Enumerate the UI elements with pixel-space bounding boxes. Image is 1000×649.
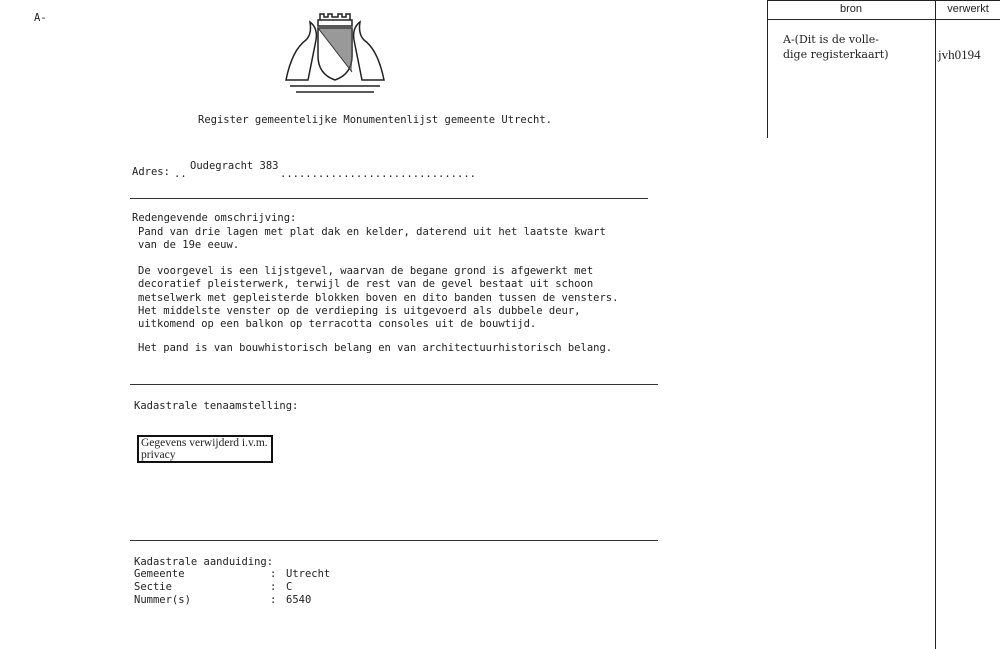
tenaamstelling-heading: Kadastrale tenaamstelling: [134, 400, 299, 412]
address-dots-before: .. [174, 168, 187, 180]
row-colon: : [270, 568, 277, 580]
table-border [935, 0, 936, 649]
corner-mark: A- [34, 12, 47, 24]
divider [130, 198, 648, 199]
divider [130, 384, 658, 385]
bron-value: A-(Dit is de volle- dige registerkaart) [783, 33, 889, 61]
document-title: Register gemeentelijke Monumentenlijst gemeente Utrecht. [198, 114, 553, 126]
description-paragraph: Pand van drie lagen met plat dak en kelder, daterend uit het laatste kwart van de 19e eeuw. [138, 226, 606, 252]
row-colon: : [270, 594, 277, 606]
row-label: Nummer(s) [134, 594, 191, 606]
divider [130, 540, 658, 541]
description-paragraph: De voorgevel is een lijstgevel, waarvan de begane grond is afgewerkt met decoratief pleisterwerk, terwijl de rest van de gevel bestaat uit schoon metselwerk met gepleisterde blokken boven en dito banden tussen de vensters. Het middelste venster op de verdieping is uitgevoerd als dubbele deur, uitkomend op een balkon op terracotta consoles uit de bouwtijd. [138, 265, 619, 331]
address-dots-after: ............................... [280, 168, 476, 180]
verwerkt-value: jvh0194 [938, 47, 981, 62]
row-value: C [286, 581, 293, 593]
aanduiding-heading: Kadastrale aanduiding: [134, 556, 274, 568]
table-border [767, 19, 1000, 20]
row-value: Utrecht [286, 568, 331, 580]
header-bron: bron [839, 3, 863, 15]
description-heading: Redengevende omschrijving: [132, 212, 297, 224]
privacy-note: Gegevens verwijderd i.v.m. privacy [137, 435, 273, 463]
header-verwerkt: verwerkt [947, 3, 989, 15]
table-border [767, 0, 768, 138]
coat-of-arms-utrecht-icon [276, 10, 394, 98]
address-value: Oudegracht 383 [190, 160, 279, 172]
table-border [767, 0, 1000, 1]
row-label: Gemeente [134, 568, 185, 580]
row-colon: : [270, 581, 277, 593]
row-label: Sectie [134, 581, 172, 593]
description-paragraph: Het pand is van bouwhistorisch belang en van architectuurhistorisch belang. [138, 342, 613, 354]
address-label: Adres: [132, 166, 170, 178]
row-value: 6540 [286, 594, 312, 606]
